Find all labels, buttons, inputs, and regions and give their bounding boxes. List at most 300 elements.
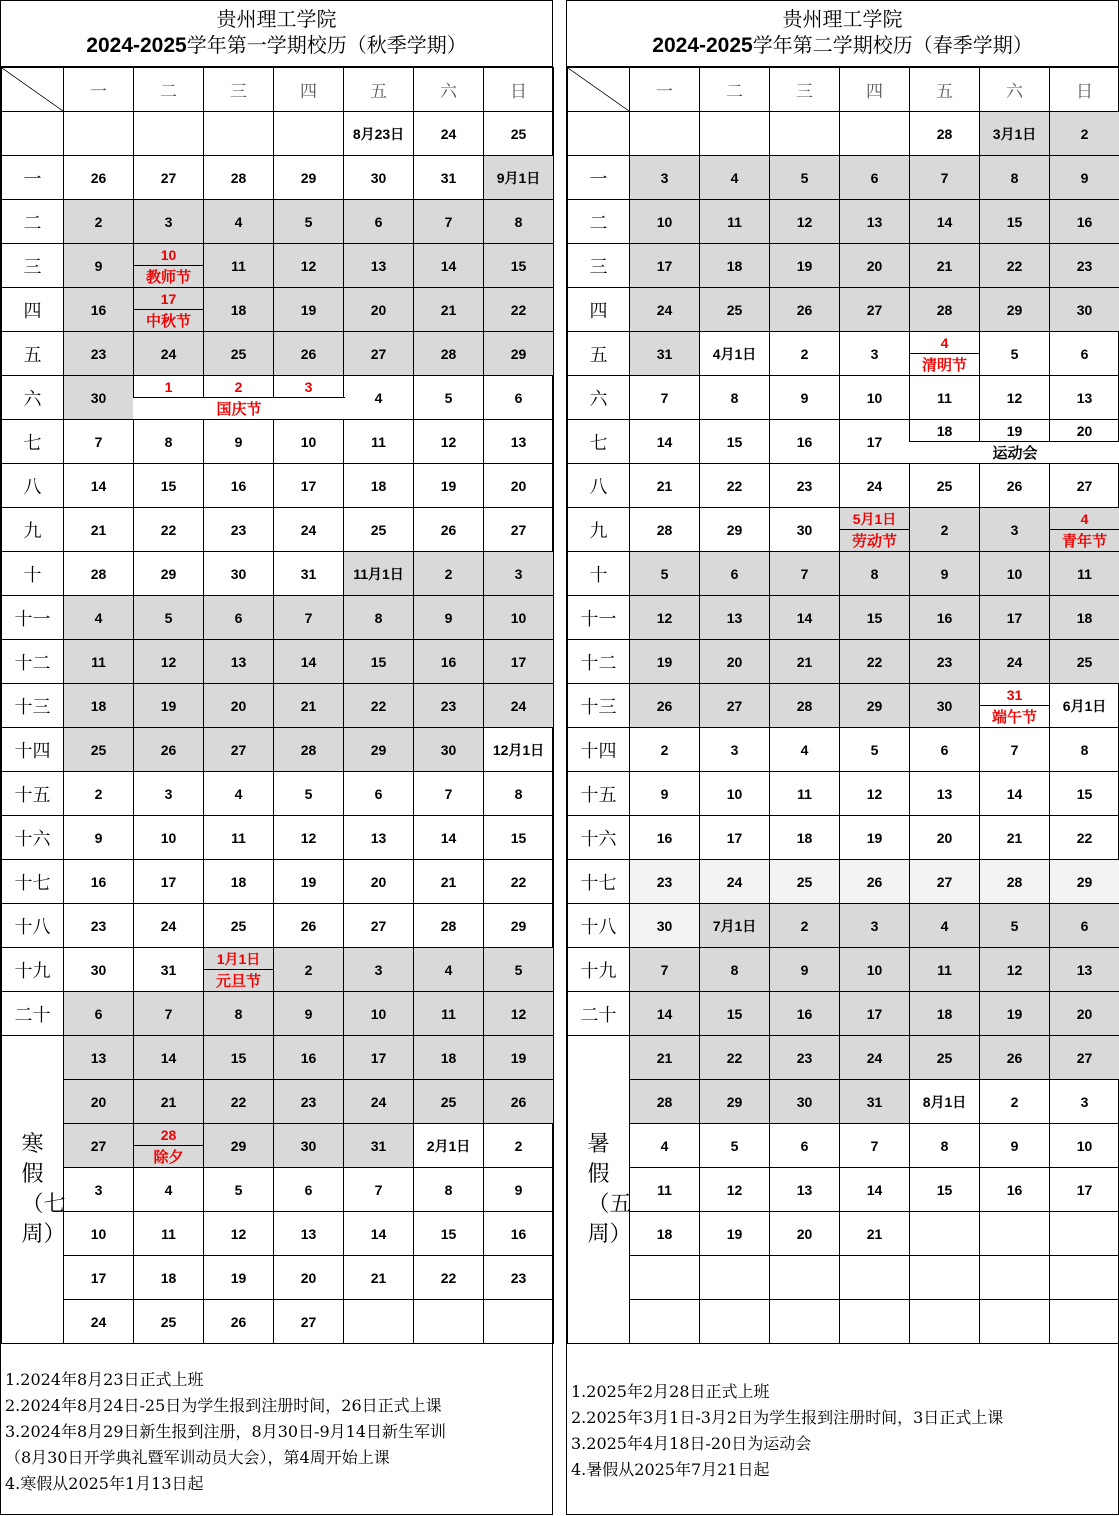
date-number: 26 (866, 873, 883, 890)
date-number: 29 (726, 1093, 743, 1110)
vacation-text: 暑假（五周） (587, 1131, 632, 1247)
date-number: 10 (726, 785, 743, 802)
date-number: 8 (940, 1137, 949, 1154)
date-number: 13 (300, 1225, 317, 1242)
date-number: 1 (164, 378, 173, 395)
date-cell (134, 332, 204, 376)
week-row (568, 464, 1119, 508)
date-number: 2 (800, 345, 809, 362)
fall-header (1, 1, 552, 67)
date-number: 14 (936, 213, 953, 230)
week-row (2, 860, 554, 904)
date-cell (344, 1036, 414, 1080)
spring-note: 3.2025年4月18日-20日为运动会 (571, 1434, 812, 1453)
date-number: 14 (370, 1225, 387, 1242)
date-cell (204, 860, 274, 904)
date-number: 23 (300, 1093, 317, 1110)
holiday-date: 10 (160, 246, 177, 263)
date-number: 12 (230, 1225, 247, 1242)
week-row (568, 904, 1119, 948)
date-number: 11 (937, 961, 952, 978)
date-number: 24 (160, 345, 177, 362)
date-number: 26 (1006, 1049, 1023, 1066)
week-label: 五 (568, 332, 630, 376)
date-cell (64, 860, 134, 904)
date-number: 10 (1076, 1137, 1093, 1154)
date-number: 2 (514, 1137, 523, 1154)
date-cell (910, 904, 980, 948)
date-number: 10 (866, 961, 883, 978)
date-number: 21 (866, 1225, 883, 1242)
date-cell (134, 1212, 204, 1256)
date-cell (630, 464, 700, 508)
date-number: 16 (1006, 1181, 1023, 1198)
date-cell (700, 640, 770, 684)
date-cell (630, 684, 700, 728)
date-cell (64, 684, 134, 728)
date-cell (630, 1124, 700, 1168)
date-cell (700, 1212, 770, 1256)
date-number: 10 (656, 213, 673, 230)
date-number: 20 (1076, 1005, 1093, 1022)
vacation-text: 寒假（七周） (21, 1131, 66, 1247)
date-number: 8 (374, 609, 383, 626)
date-cell (134, 596, 204, 640)
holiday-date: 1月1日 (216, 950, 261, 967)
date-number: 28 (796, 697, 813, 714)
spring-note: 1.2025年2月28日正式上班 (571, 1382, 770, 1401)
date-number: 12月1日 (492, 741, 545, 758)
date-number: 20 (796, 1225, 813, 1242)
week-row (2, 596, 554, 640)
date-number: 14 (866, 1181, 883, 1198)
date-cell (64, 1256, 134, 1300)
week-row (2, 1080, 554, 1124)
week-row (568, 420, 1119, 464)
date-number: 25 (726, 301, 743, 318)
date-cell (980, 1124, 1050, 1168)
date-number: 10 (90, 1225, 107, 1242)
date-number: 27 (936, 873, 953, 890)
date-number: 3 (1080, 1093, 1089, 1110)
date-number: 4 (730, 169, 739, 186)
date-cell (344, 508, 414, 552)
date-cell (484, 552, 554, 596)
date-number: 3 (870, 345, 879, 362)
date-cell (274, 948, 344, 992)
vacation-label (568, 1036, 630, 1344)
date-cell (274, 244, 344, 288)
date-cell (700, 244, 770, 288)
date-number: 31 (370, 1137, 387, 1154)
date-cell (134, 508, 204, 552)
date-cell (274, 640, 344, 684)
date-cell (980, 728, 1050, 772)
date-cell (204, 1168, 274, 1212)
week-row (2, 332, 554, 376)
date-number: 27 (370, 345, 387, 362)
date-cell (484, 376, 554, 420)
date-cell (414, 1124, 484, 1168)
date-cell (204, 1256, 274, 1300)
date-cell (134, 640, 204, 684)
date-number: 7 (444, 213, 453, 230)
date-cell (910, 156, 980, 200)
date-number: 6 (94, 1005, 103, 1022)
date-number: 11 (727, 213, 742, 230)
date-cell (1050, 860, 1119, 904)
date-cell (980, 1168, 1050, 1212)
holiday-name: 中秋节 (134, 309, 203, 331)
date-number: 21 (440, 301, 457, 318)
date-cell (344, 772, 414, 816)
date-number: 9 (304, 1005, 313, 1022)
date-cell (910, 1300, 980, 1344)
date-number: 13 (866, 213, 883, 230)
date-number: 6 (374, 213, 383, 230)
date-number: 24 (440, 125, 457, 142)
date-number: 7 (1010, 741, 1019, 758)
date-number: 9月1日 (496, 169, 541, 186)
date-cell (1050, 992, 1119, 1036)
fall-year: 2024-2025 (86, 34, 187, 57)
date-cell (134, 1300, 204, 1344)
date-number: 17 (160, 873, 177, 890)
date-cell (414, 376, 484, 420)
date-number: 19 (230, 1269, 247, 1286)
week-label: 十三 (2, 684, 64, 728)
date-cell (980, 464, 1050, 508)
date-cell (484, 1080, 554, 1124)
date-cell (484, 728, 554, 772)
date-number: 31 (656, 345, 673, 362)
date-cell (344, 420, 414, 464)
date-number: 24 (1006, 653, 1023, 670)
date-cell (980, 1256, 1050, 1300)
date-number: 27 (160, 169, 177, 186)
date-cell (1050, 816, 1119, 860)
date-number: 22 (370, 697, 387, 714)
date-cell (484, 244, 554, 288)
holiday-name: 端午节 (980, 705, 1049, 727)
date-cell (484, 640, 554, 684)
week-label: 一 (2, 156, 64, 200)
spring-calendar-grid (567, 67, 1119, 1344)
date-number: 2 (94, 213, 103, 230)
date-cell (840, 420, 910, 464)
date-cell (910, 1124, 980, 1168)
date-cell (700, 332, 770, 376)
date-cell (1050, 200, 1119, 244)
date-number: 29 (230, 1137, 247, 1154)
date-cell (274, 684, 344, 728)
date-cell (414, 640, 484, 684)
date-cell (414, 728, 484, 772)
date-number: 13 (726, 609, 743, 626)
date-number: 19 (796, 257, 813, 274)
date-number: 5 (870, 741, 879, 758)
date-number: 10 (370, 1005, 387, 1022)
date-cell (204, 200, 274, 244)
date-cell (204, 728, 274, 772)
date-number: 16 (230, 477, 247, 494)
date-number: 6月1日 (1062, 697, 1107, 714)
date-number: 25 (440, 1093, 457, 1110)
date-cell (630, 1300, 700, 1344)
fall-note: 2.2024年8月24日-25日为学生报到注册时间，26日正式上课 (5, 1396, 442, 1415)
week-label: 二十 (568, 992, 630, 1036)
fall-note: 1.2024年8月23日正式上班 (5, 1370, 204, 1389)
date-number: 8 (730, 961, 739, 978)
date-cell (630, 200, 700, 244)
date-number: 30 (230, 565, 247, 582)
week-label: 十四 (2, 728, 64, 772)
week-row (2, 420, 554, 464)
date-cell (700, 860, 770, 904)
date-cell (770, 1256, 840, 1300)
vacation-label (2, 1036, 64, 1344)
date-number: 15 (510, 829, 527, 846)
date-number: 9 (94, 829, 103, 846)
date-number: 2 (444, 565, 453, 582)
date-cell (414, 816, 484, 860)
date-number: 16 (656, 829, 673, 846)
date-cell (484, 332, 554, 376)
week-label: 九 (2, 508, 64, 552)
week-label: 十六 (2, 816, 64, 860)
date-cell (134, 1256, 204, 1300)
date-number: 18 (936, 1005, 953, 1022)
corner-cell (568, 68, 630, 112)
date-number: 4 (660, 1137, 669, 1154)
date-number: 27 (726, 697, 743, 714)
date-cell (910, 200, 980, 244)
date-cell (910, 376, 980, 420)
fall-notes (5, 1367, 446, 1497)
date-cell (700, 816, 770, 860)
week-row (2, 508, 554, 552)
week-row (568, 332, 1119, 376)
date-cell (484, 1036, 554, 1080)
date-number: 5 (304, 213, 313, 230)
date-cell (630, 772, 700, 816)
week-row (568, 992, 1119, 1036)
date-cell (980, 1036, 1050, 1080)
date-cell (64, 596, 134, 640)
date-number: 4 (374, 389, 383, 406)
date-cell (134, 244, 204, 288)
week-label: 二十 (2, 992, 64, 1036)
date-cell (910, 860, 980, 904)
date-cell (484, 596, 554, 640)
date-number: 9 (940, 565, 949, 582)
holiday-name: 清明节 (910, 353, 979, 375)
date-cell (344, 1168, 414, 1212)
date-cell (1050, 684, 1119, 728)
date-cell (344, 288, 414, 332)
date-number: 2 (304, 961, 313, 978)
date-number: 30 (370, 169, 387, 186)
date-cell (134, 464, 204, 508)
date-cell (700, 156, 770, 200)
date-number: 21 (90, 521, 107, 538)
date-cell (910, 772, 980, 816)
date-number: 9 (444, 609, 453, 626)
date-number: 30 (936, 697, 953, 714)
date-number: 25 (510, 125, 527, 142)
date-cell (980, 992, 1050, 1036)
date-number: 28 (656, 521, 673, 538)
date-cell (204, 1300, 274, 1344)
date-cell (840, 464, 910, 508)
date-number: 8 (444, 1181, 453, 1198)
day-header: 四 (274, 68, 344, 112)
week-label: 八 (2, 464, 64, 508)
date-number: 3 (730, 741, 739, 758)
spring-semester-panel (566, 0, 1119, 1515)
week-row (2, 816, 554, 860)
date-cell (344, 728, 414, 772)
date-cell (1050, 1212, 1119, 1256)
date-number: 25 (230, 345, 247, 362)
week-label: 六 (2, 376, 64, 420)
week-row (568, 772, 1119, 816)
date-number: 26 (230, 1313, 247, 1330)
date-cell (700, 728, 770, 772)
date-cell (204, 552, 274, 596)
date-cell (770, 244, 840, 288)
date-number: 14 (160, 1049, 177, 1066)
week-row (2, 1036, 554, 1080)
date-cell (770, 156, 840, 200)
date-cell (840, 156, 910, 200)
date-cell (770, 596, 840, 640)
date-number: 6 (940, 741, 949, 758)
date-cell (204, 332, 274, 376)
date-cell (274, 508, 344, 552)
date-number: 26 (510, 1093, 527, 1110)
date-cell (64, 772, 134, 816)
date-number: 24 (726, 873, 743, 890)
date-number: 14 (440, 257, 457, 274)
date-number: 15 (1076, 785, 1093, 802)
date-cell (770, 1124, 840, 1168)
week-row (2, 244, 554, 288)
date-cell (274, 332, 344, 376)
date-cell (204, 948, 274, 992)
date-cell (630, 1256, 700, 1300)
date-cell (980, 596, 1050, 640)
date-number: 13 (1076, 389, 1093, 406)
date-cell (980, 816, 1050, 860)
day-header: 一 (630, 68, 700, 112)
date-cell (1050, 112, 1119, 156)
date-number: 3 (870, 917, 879, 934)
week-label-empty (2, 112, 64, 156)
date-cell (484, 684, 554, 728)
date-cell (840, 200, 910, 244)
date-cell (484, 288, 554, 332)
date-number: 3 (304, 378, 313, 395)
date-number: 4 (164, 1181, 173, 1198)
date-cell (840, 508, 910, 552)
date-number: 15 (1006, 213, 1023, 230)
spring-school-name: 贵州理工学院 (782, 7, 903, 31)
date-number: 25 (936, 477, 953, 494)
week-label: 二 (568, 200, 630, 244)
date-number: 10 (1006, 565, 1023, 582)
date-number: 6 (870, 169, 879, 186)
date-number: 21 (160, 1093, 177, 1110)
week-label: 十八 (568, 904, 630, 948)
date-number: 12 (300, 829, 317, 846)
date-number: 2 (1010, 1093, 1019, 1110)
date-cell (630, 332, 700, 376)
fall-title-rest: 学年第一学期校历（秋季学期） (186, 33, 467, 57)
week-row (568, 1080, 1119, 1124)
week-row (568, 112, 1119, 156)
date-cell (840, 992, 910, 1036)
date-number: 22 (866, 653, 883, 670)
fall-semester-panel (0, 0, 553, 1515)
date-number: 23 (510, 1269, 527, 1286)
date-cell (840, 1212, 910, 1256)
date-number: 16 (510, 1225, 527, 1242)
date-cell (64, 1168, 134, 1212)
week-row (2, 1212, 554, 1256)
date-cell (910, 288, 980, 332)
date-cell (700, 508, 770, 552)
week-row (2, 1300, 554, 1344)
week-label: 十 (568, 552, 630, 596)
date-cell (630, 904, 700, 948)
date-number: 25 (160, 1313, 177, 1330)
day-header: 二 (134, 68, 204, 112)
date-number: 13 (230, 653, 247, 670)
date-number: 7 (304, 609, 313, 626)
date-number: 8 (870, 565, 879, 582)
date-cell (980, 376, 1050, 420)
date-cell (840, 860, 910, 904)
date-number: 20 (936, 829, 953, 846)
date-cell (630, 288, 700, 332)
date-cell (770, 904, 840, 948)
fall-note: 3.2024年8月29日新生报到注册，8月30日-9月14日新生军训 (5, 1422, 447, 1441)
date-number: 26 (300, 345, 317, 362)
date-cell (64, 728, 134, 772)
date-number: 3 (374, 961, 383, 978)
date-number: 11 (441, 1005, 456, 1022)
date-number: 15 (440, 1225, 457, 1242)
date-cell (204, 156, 274, 200)
date-cell (484, 1256, 554, 1300)
date-number: 21 (656, 1049, 673, 1066)
date-number: 28 (440, 345, 457, 362)
date-cell (770, 376, 840, 420)
date-number: 22 (1006, 257, 1023, 274)
date-number: 18 (230, 873, 247, 890)
date-cell (414, 992, 484, 1036)
date-cell (484, 112, 554, 156)
week-label: 十六 (568, 816, 630, 860)
date-cell (630, 596, 700, 640)
date-number: 22 (510, 301, 527, 318)
date-number: 19 (300, 301, 317, 318)
fall-note: 4.寒假从2025年1月13日起 (5, 1474, 204, 1493)
date-number: 5 (164, 609, 173, 626)
day-header: 日 (484, 68, 554, 112)
date-number: 29 (1076, 873, 1093, 890)
